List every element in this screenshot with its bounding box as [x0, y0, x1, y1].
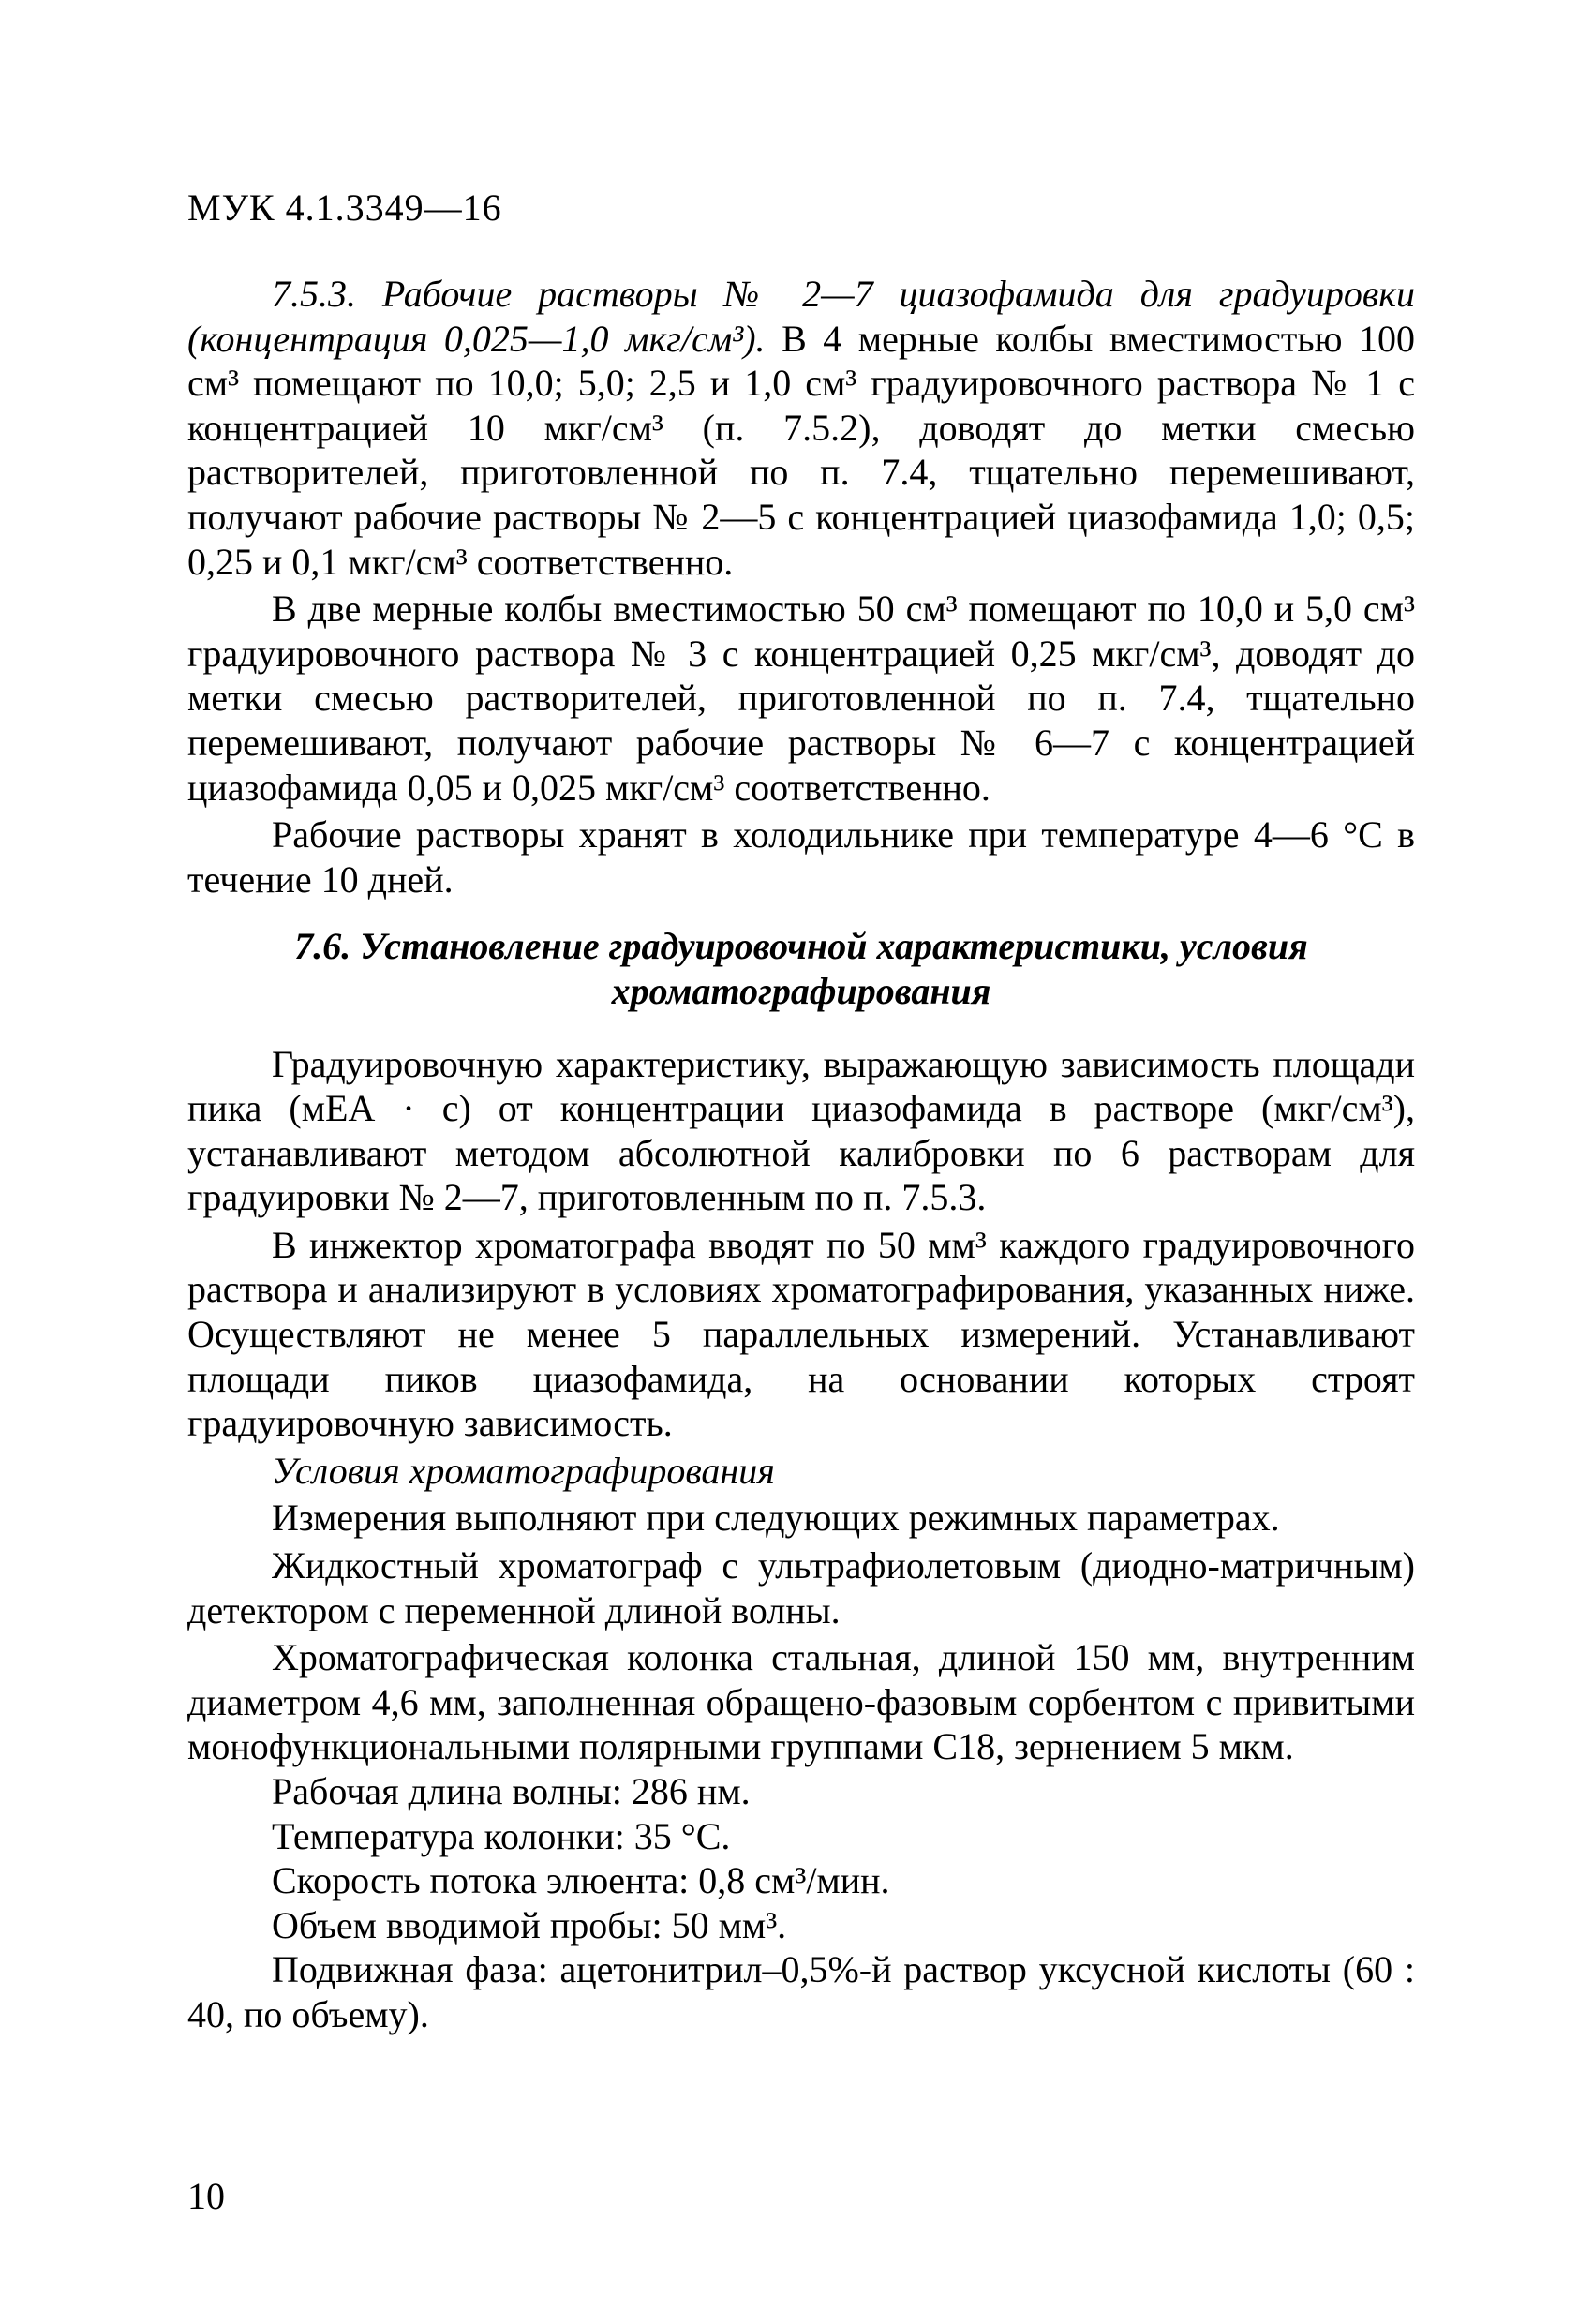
paragraph-76-p7: Температура колонки: 35 °С. [272, 1814, 731, 1857]
paragraph-753-p2: В две мерные колбы вместимостью 50 см³ помещают по 10,0 и 5,0 см³ градуировочного раствора № 3 с концентрацией 0,25 мкг/см³, доводят до метки смесью растворителей, приготовленной по п. 7.4, тщательно перемешивают, получают рабочие растворы № 6—7 с концентрацией циазофамида 0,05 и 0,025 мкг/см³ соответственно. [187, 588, 1415, 809]
paragraph-753-p1: В 4 мерные колбы вместимостью 100 см³ помещают по 10,0; 5,0; 2,5 и 1,0 см³ градуировочного раствора № 1 с концентрацией 10 мкг/см³ (п. 7.5.2), доводят до метки смесью растворителей, приготовленной по п. 7.4, тщательно перемешивают, получают рабочие растворы № 2—5 с концентрацией циазофамида 1,0; 0,5; 0,25 и 0,1 мкг/см³ соответственно. [187, 317, 1416, 583]
paragraph-753-p3: Рабочие растворы хранят в холодильнике при температуре 4—6 °С в течение 10 дней. [187, 813, 1415, 901]
subheading-conditions: Условия хроматографирования [272, 1449, 775, 1492]
page-number: 10 [187, 2175, 225, 2217]
document-body [187, 272, 1415, 2037]
paragraph-76-p6: Рабочая длина волны: 286 нм. [272, 1770, 751, 1812]
paragraph-76-p9: Объем вводимой пробы: 50 мм³. [272, 1903, 787, 1946]
paragraph-76-p2: В инжектор хроматографа вводят по 50 мм³ каждого градуировочного раствора и анализируют в условиях хроматографирования, указанных ниже. Осуществляют не менее 5 параллельных измерений. Устанавливают площади пиков циазофамида, на основании которых строят градуировочную зависимость. [187, 1223, 1415, 1445]
section-753-title: 7.5.3. Рабочие растворы № 2—7 циазофамида для градуировки (концентрация 0,025—1,0 мкг/см³). [187, 273, 1415, 360]
paragraph-76-p10: Подвижная фаза: ацетонитрил–0,5%-й раствор уксусной кислоты (60 : 40, по объему). [187, 1948, 1415, 2035]
paragraph-753-intro [187, 272, 1415, 584]
document-code: МУК 4.1.3349—16 [187, 186, 502, 229]
paragraph-76-p1: Градуировочную характеристику, выражающую зависимость площади пика (мЕА · с) от концентрации циазофамида в растворе (мкг/см³), устанавливают методом абсолютной калибровки по 6 растворам для градуировки № 2—7, приготовленным по п. 7.5.3. [187, 1042, 1415, 1219]
paragraph-76-p8: Скорость потока элюента: 0,8 см³/мин. [272, 1859, 890, 1902]
paragraph-76-p5: Хроматографическая колонка стальная, длиной 150 мм, внутренним диаметром 4,6 мм, заполненная обращено-фазовым сорбентом с привитыми монофункциональными полярными группами С18, зернением 5 мкм. [187, 1636, 1415, 1768]
paragraph-76-p3: Измерения выполняют при следующих режимных параметрах. [272, 1497, 1280, 1540]
paragraph-76-p4: Жидкостный хроматограф с ультрафиолетовым (диодно-матричным) детектором с переменной длиной волны. [187, 1544, 1415, 1631]
section-76-heading: 7.6. Установление градуировочной характеристики, условия хроматографирования [294, 925, 1308, 1012]
